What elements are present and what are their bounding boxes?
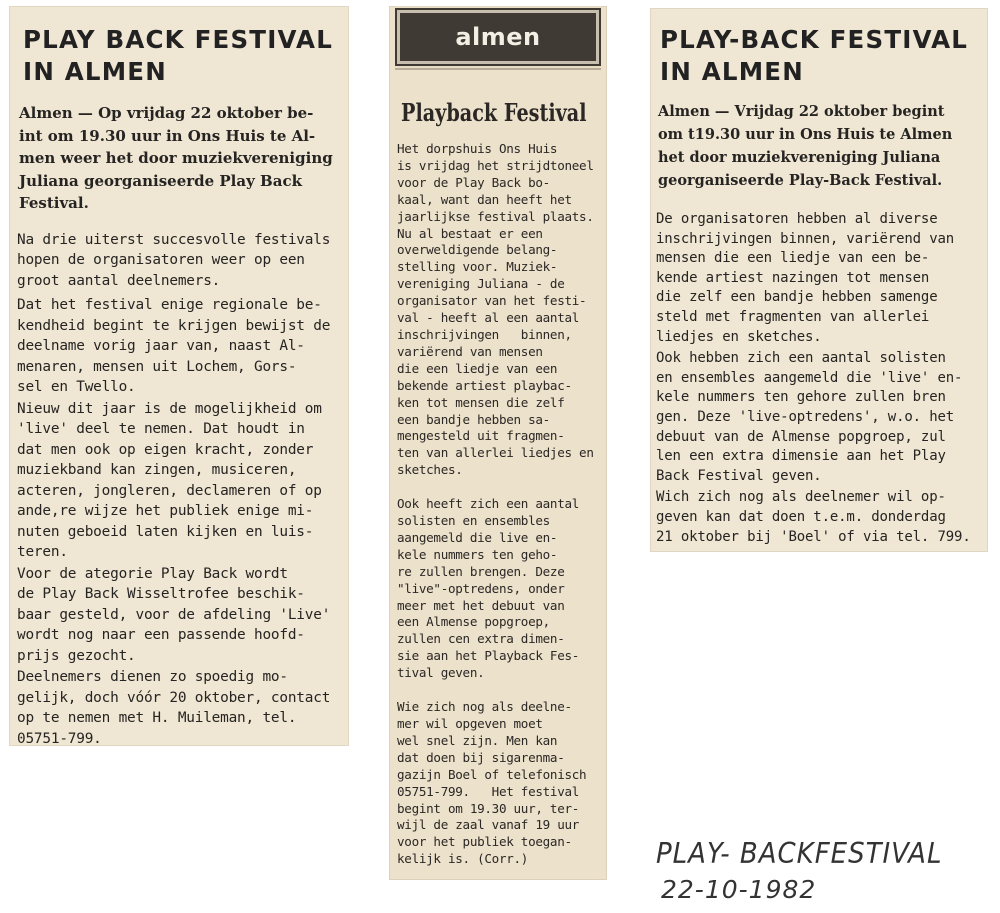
headline [23, 24, 341, 88]
lead-paragraph [658, 100, 982, 192]
section-banner [395, 6, 601, 70]
lead-line: int om 19.30 uur in Ons Huis te Al- [19, 126, 316, 145]
body-paragraph: Dat het festival enige regionale be- kendheid begint te krijgen bewijst de deelname vorig jaar van, naast Al- menaren, mensen uit Lochem, Gors- sel en Twello. [17, 297, 331, 396]
handwritten-title: PLAY- BACKFESTIVAL [656, 837, 943, 871]
lead-line: Festival. [19, 194, 89, 213]
headline-line: IN ALMEN [660, 57, 804, 86]
body-paragraph: Ook hebben zich een aantal solisten en ensembles aangemeld die 'live' en- kele nummers ten gehore zullen bren gen. Deze 'live-optredens', w.o. het debuut van de Almense popgroep, zul len een extra dimensie aan het Play Back Festival geven. [656, 350, 963, 484]
headline-line: PLAY BACK FESTIVAL [23, 25, 334, 54]
body-paragraph: Wie zich nog als deelne- mer wil opgeven moet wel snel zijn. Men kan dat doen bij sigarenma- gazijn Boel of telefonisch 05751-799. Het festival begint om 19.30 uur, ter- wijl de zaal vanaf 19 uur voor het publiek toegan- kelijk is. (Corr.) [397, 699, 587, 867]
body-paragraph: Na drie uiterst succesvolle festivals hopen de organisatoren weer op een groot aantal deelnemers. [17, 231, 331, 289]
handwritten-date: 22-10-1982 [661, 875, 817, 904]
body-paragraph: Het dorpshuis Ons Huis is vrijdag het strijdtoneel voor de Play Back bo- kaal, want dan heeft het jaarlijkse festival plaats. Nu al bestaat er een overweldigende belang- stelling voor. Muziek- vereniging Juliana - de organisator van het festi- val - heeft al een aantal inschrijvingen binnen, variërend van mensen die een liedje van een bekende artiest playbac- ken tot mensen die zelf een bandje hebben sa- mengesteld uit fragmen- ten van allerlei liedjes en sketches. [397, 141, 594, 478]
headline-line: PLAY-BACK FESTIVAL [660, 25, 969, 54]
clipping-left [9, 6, 349, 746]
lead-line: men weer het door muziekvereniging [19, 149, 333, 168]
lead-line: Juliana georganiseerde Play Back [19, 171, 302, 190]
lead-line: Almen — Op vrijdag 22 oktober be- [19, 104, 314, 122]
lead-line: om t19.30 uur in Ons Huis te Almen [658, 126, 953, 143]
headline [660, 24, 982, 88]
lead-line: Almen — Vrijdag 22 oktober begint [658, 103, 945, 120]
banner-box [397, 10, 599, 64]
clipping-right [650, 8, 988, 552]
lead-line: georganiseerde Play-Back Festival. [658, 172, 943, 189]
body-paragraph: Voor de ategorie Play Back wordt de Play Back Wisseltrofee beschik- baar gesteld, voor de afdeling 'Live' wordt nog naar een passende hoofd- prijs gezocht. [17, 565, 331, 664]
banner-label: almen [455, 23, 541, 51]
clipping-middle [389, 6, 607, 880]
article-title: Playback Festival [401, 98, 587, 127]
lead-line: het door muziekvereniging Juliana [658, 149, 941, 166]
body-paragraph: De organisatoren hebben al diverse inschrijvingen binnen, variërend van mensen die een liedje van een be- kende artiest nazingen tot mensen die zelf een bandje hebben samenge steld met fragmenten van allerlei liedjes en sketches. [656, 211, 955, 345]
headline-line: IN ALMEN [23, 57, 167, 86]
body-paragraph: Deelnemers dienen zo spoedig mo- gelijk, doch vóór 20 oktober, contact op te nemen met H. Muileman, tel. 05751-799. [17, 669, 331, 747]
body-paragraph: Nieuw dit jaar is de mogelijkheid om 'live' deel te nemen. Dat houdt in dat men ook op eigen kracht, zonder muziekband kan zingen, musiceren, acteren, jongleren, declameren of op ande,re wijze het publiek enige mi- nuten geboeid laten kijken en luis- teren. [17, 400, 322, 561]
body-paragraph: Wich zich nog als deelnemer wil op- geven kan dat doen t.e.m. donderdag 21 oktober bij 'Boel' of via tel. 799. [656, 489, 971, 545]
body-paragraph: Ook heeft zich een aantal solisten en ensembles aangemeld die live en- kele nummers ten geho- re zullen brengen. Deze "live"-optredens, onder meer met het debuut van een Almense popgroep, zullen cen extra dimen- sie aan het Playback Fes- tival geven. [397, 496, 580, 681]
lead-paragraph [19, 102, 341, 215]
